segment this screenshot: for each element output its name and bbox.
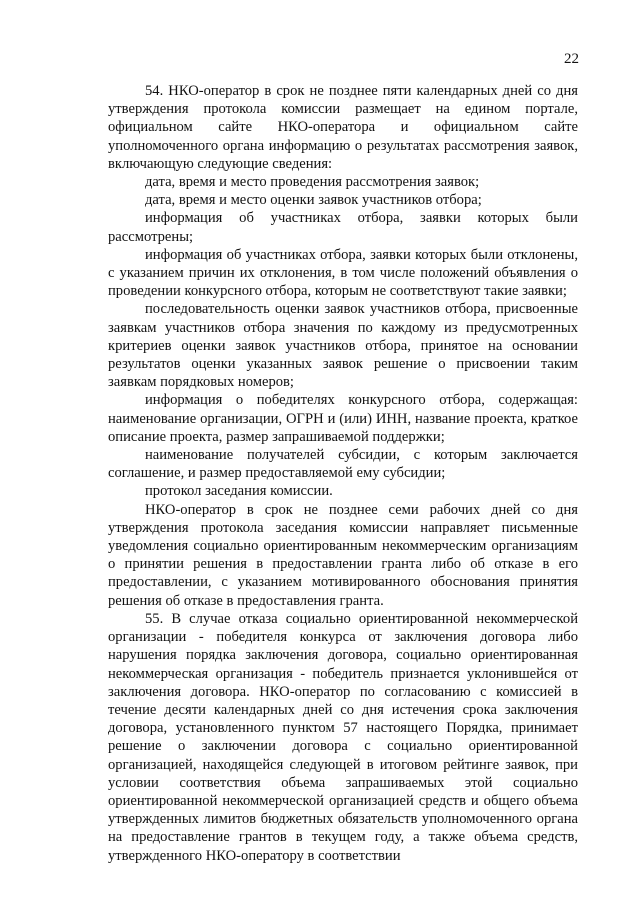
paragraph-54: 54. НКО-оператор в срок не позднее пяти календарных дней со дня утверждения протокола комиссии размещает на едином портале, официальном сайте НКО-оператора и официальном сайте уполномоченного органа информацию о результатах рассмотрения заявок, включающую следующие сведения: <box>108 83 578 172</box>
document-body <box>108 82 578 865</box>
list-item-evaluation-sequence: последовательность оценки заявок участников отбора, присвоенные заявкам участников отбора значения по каждому из предусмотренных критериев оценки заявок участников отбора, принятое на основании результатов оценки указанных заявок решение о присвоении таким заявкам порядковых номеров; <box>108 301 578 391</box>
list-item-rejected-participants: информация об участниках отбора, заявки которых были отклонены, с указанием причин их отклонения, в том числе положений объявления о проведении конкурсного отбора, которым не соответствуют такие заявки; <box>108 246 578 300</box>
paragraph-55: 55. В случае отказа социально ориентированной некоммерческой организации - победителя конкурса от заключения договора либо нарушения порядка заключения договора, социально ориентированная некоммерческая организация - победитель признается уклонившейся от заключения договора. НКО-оператор по согласованию с комиссией в течение десяти календарных дней со дня истечения срока заключения договора, установленного пунктом 57 настоящего Порядка, принимает решение о заключении договора с социально ориентированной организацией, находящейся следующей в итоговом рейтинге заявок, при условии соответствия объема запрашиваемых этой социально ориентированной некоммерческой организацией средств и общего объема утвержденных лимитов бюджетных обязательств уполномоченного органа на предоставление грантов в текущем году, а также объема средств, утвержденного НКО-оператору в соответствии <box>108 610 578 864</box>
list-item-winners-info: информация о победителях конкурсного отбора, содержащая: наименование организации, ОГРН и (или) ИНН, название проекта, краткое описание проекта, размер запрашиваемой поддержки; <box>108 392 578 445</box>
list-item-reviewed-participants: информация об участниках отбора, заявки которых были рассмотрены; <box>108 210 578 245</box>
list-item-commission-protocol: протокол заседания комиссии. <box>145 483 333 500</box>
list-item-evaluation-date: дата, время и место оценки заявок участников отбора; <box>145 192 482 209</box>
list-item-subsidy-recipients: наименование получателей субсидии, с которым заключается соглашение, и размер предоставляемой ему субсидии; <box>108 447 578 482</box>
paragraph-notifications: НКО-оператор в срок не позднее семи рабочих дней со дня утверждения протокола заседания комиссии направляет письменные уведомления социально ориентированным некоммерческим организациям о принятии решения в предоставлении гранта либо об отказе в его предоставлении, с указанием мотивированного обоснования принятия решения об отказе в предоставления гранта. <box>108 501 578 609</box>
page-number: 22 <box>564 51 579 67</box>
list-item-review-date: дата, время и место проведения рассмотрения заявок; <box>145 174 480 191</box>
